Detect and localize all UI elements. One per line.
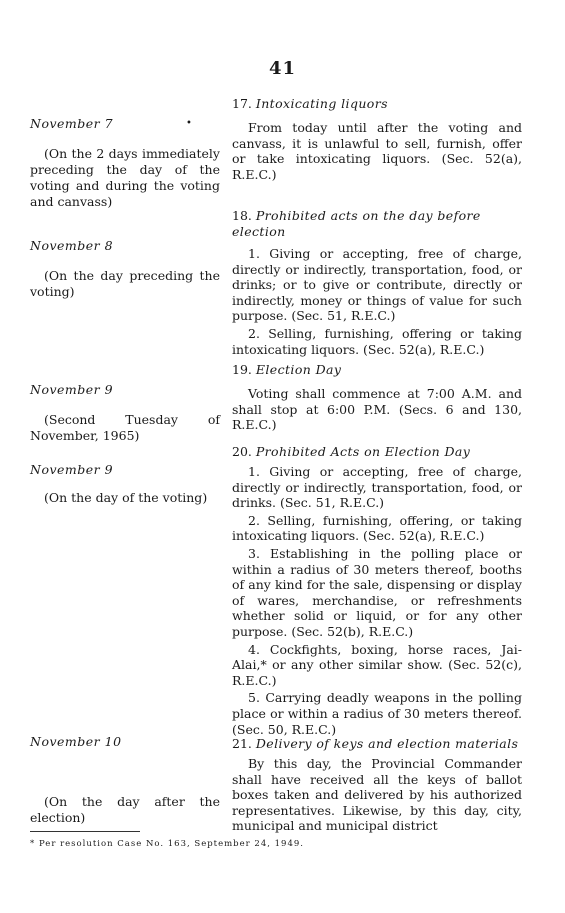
margin-entry-nov7 (30, 116, 220, 210)
section-paragraph: From today until after the voting and canvass, it is unlawful to sell, furnish, offer or take intoxicating liquors. (Sec. 52(a), R.E.C.) (232, 120, 522, 182)
section-paragraph: By this day, the Provincial Commander shall have received all the keys of ballot boxes taken and delivered by his authorized representatives. Likewise, by this day, city, municipal and municipal district (232, 756, 522, 834)
section-title: Prohibited acts on the day before election (232, 208, 481, 239)
margin-note: (On the day preceding the voting) (30, 268, 220, 299)
section-number: 18. (232, 208, 252, 223)
section-18 (232, 208, 522, 357)
section-paragraph: 5. Carrying deadly weapons in the polling place or within a radius of 30 meters thereof. (Sec. 50, R.E.C.) (232, 690, 522, 737)
section-heading (232, 444, 522, 460)
section-paragraph: 2. Selling, furnishing, offering or taking intoxicating liquors. (Sec. 52(a), R.E.C.) (232, 325, 522, 357)
section-number: 19. (232, 362, 252, 377)
section-paragraph: Voting shall commence at 7:00 A.M. and shall stop at 6:00 P.M. (Secs. 6 and 130, R.E.C.) (232, 386, 522, 433)
section-title: Delivery of keys and election materials (255, 736, 519, 751)
margin-date: November 8 (30, 238, 114, 253)
section-title: Election Day (255, 362, 342, 377)
margin-entry-nov8 (30, 238, 220, 300)
section-heading (232, 208, 522, 240)
margin-entry-nov10 (30, 734, 220, 826)
margin-note: (On the day after the election) (30, 794, 220, 825)
section-19 (232, 362, 522, 433)
margin-date: November 7 (30, 116, 114, 131)
section-number: 21. (232, 736, 252, 751)
section-20 (232, 444, 522, 737)
section-title: Intoxicating liquors (255, 96, 388, 111)
section-17 (232, 96, 522, 182)
section-heading (232, 96, 522, 112)
margin-note: (On the 2 days immediately preceding the day of the voting and during the voting and canvass) (30, 146, 220, 209)
section-title: Prohibited Acts on Election Day (255, 444, 471, 459)
section-paragraph: 3. Establishing in the polling place or within a radius of 30 meters thereof, booths of any kind for the sale, dispensing or display of wares, merchandise, or refreshments whether solid or liquid, or for any other purpose. (Sec. 52(b), R.E.C.) (232, 545, 522, 639)
page-number: 41 (268, 58, 297, 79)
section-paragraph: 2. Selling, furnishing, offering, or taking intoxicating liquors. (Sec. 52(a), R.E.C.) (232, 512, 522, 544)
section-paragraph: 1. Giving or accepting, free of charge, directly or indirectly, transportation, food, or drinks. (Sec. 51, R.E.C.) (232, 464, 522, 511)
footnote: * Per resolution Case No. 163, September 24, 1949. (30, 839, 304, 849)
margin-entry-nov9a (30, 382, 220, 444)
section-heading (232, 362, 522, 378)
section-paragraph: 1. Giving or accepting, free of charge, directly or indirectly, transportation, food, or drinks; or to give or contribute, directly or indirectly, money or things of value for such purpose. (Sec. 51, R.E.C.) (232, 246, 522, 324)
margin-note: (On the day of the voting) (44, 490, 208, 505)
section-number: 20. (232, 444, 252, 459)
margin-note: (Second Tuesday of November, 1965) (30, 412, 220, 443)
section-paragraph: 4. Cockfights, boxing, horse races, Jai-Alai,* or any other similar show. (Sec. 52(c), R.E.C.) (232, 641, 522, 688)
margin-entry-nov9b (30, 462, 220, 506)
section-heading (232, 736, 522, 752)
margin-date: November 9 (30, 462, 114, 477)
section-21 (232, 736, 522, 834)
margin-date: November 10 (30, 734, 122, 749)
section-number: 17. (232, 96, 252, 111)
margin-date: November 9 (30, 382, 114, 397)
stray-mark: • (186, 118, 192, 129)
footnote-rule (30, 831, 140, 832)
